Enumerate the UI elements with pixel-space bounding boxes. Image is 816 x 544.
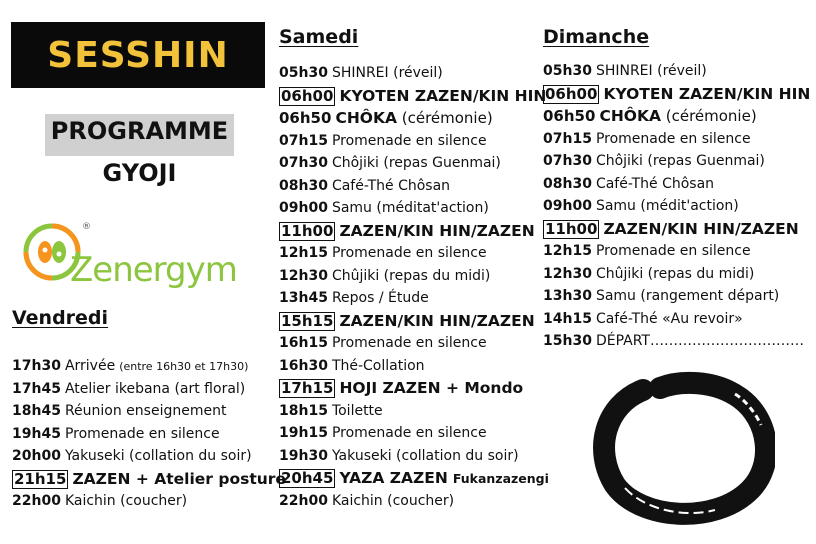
- schedule-item: [279, 422, 549, 445]
- enso-brush-icon: [585, 370, 775, 530]
- schedule-time: 19h15: [279, 425, 328, 441]
- schedule-item: [279, 175, 549, 198]
- schedule-activity: Yakuseki (collation du soir): [331, 447, 519, 464]
- schedule-activity: Promenade en silence: [331, 335, 487, 351]
- schedule-activity: CHÔKA: [335, 109, 397, 127]
- schedule-item: [279, 400, 549, 423]
- schedule-item: [12, 445, 286, 468]
- schedule-item: [543, 263, 810, 286]
- logo-text: Zenergym: [70, 250, 237, 290]
- schedule-item: [543, 105, 810, 128]
- schedule-item: [279, 310, 549, 333]
- schedule-activity: Promenade en silence: [595, 243, 751, 259]
- schedule-activity: Café-Thé «Au revoir»: [595, 310, 743, 327]
- registered-mark: ®: [82, 222, 91, 232]
- schedule-activity: ZAZEN/KIN HIN/ZAZEN: [339, 311, 535, 330]
- schedule-activity: Promenade en silence: [595, 130, 751, 147]
- schedule-activity: Chûjiki (repas du midi): [331, 267, 491, 284]
- schedule-item: [12, 355, 286, 378]
- schedule-item: [279, 377, 549, 400]
- schedule-activity: ZAZEN/KIN HIN/ZAZEN: [603, 219, 799, 238]
- schedule-time: 06h00: [545, 84, 598, 103]
- schedule-time: 09h00: [279, 200, 328, 216]
- page-title: SESSHIN: [47, 34, 229, 76]
- schedule-activity: SHINREI (réveil): [331, 65, 443, 81]
- schedule-activity: ZAZEN/KIN HIN/ZAZEN: [339, 221, 535, 240]
- schedule-time: 18h45: [12, 403, 61, 419]
- schedule-item: [279, 355, 549, 378]
- schedule-activity: Yakuseki (collation du soir): [64, 448, 252, 464]
- schedule-item: [543, 173, 810, 196]
- schedule-activity: Repos / Étude: [331, 290, 429, 306]
- schedule-vendredi: [12, 355, 286, 513]
- schedule-time: 06h00: [281, 86, 334, 105]
- schedule-time: 11h00: [281, 221, 334, 240]
- schedule-item: [279, 220, 549, 243]
- schedule-item: [12, 423, 286, 446]
- schedule-item: [279, 197, 549, 220]
- schedule-time: 21h15: [14, 469, 67, 488]
- schedule-activity: Chôjiki (repas Guenmai): [331, 155, 501, 171]
- schedule-item: [12, 378, 286, 401]
- schedule-activity: Promenade en silence: [64, 425, 220, 442]
- schedule-time: 17h45: [12, 380, 61, 397]
- schedule-time: 07h30: [279, 155, 328, 171]
- schedule-item: [543, 330, 810, 353]
- schedule-item: [279, 287, 549, 310]
- schedule-activity: Café-Thé Chôsan: [331, 177, 451, 194]
- schedule-time: 22h00: [12, 493, 61, 509]
- schedule-item: [279, 107, 549, 130]
- schedule-time: 20h45: [281, 469, 334, 487]
- schedule-activity: Promenade en silence: [331, 425, 487, 441]
- schedule-time: 19h30: [279, 447, 328, 464]
- schedule-activity: Chûjiki (repas du midi): [595, 265, 755, 282]
- schedule-time: 14h15: [543, 310, 592, 327]
- schedule-item: [12, 468, 286, 491]
- schedule-time: 07h30: [543, 153, 592, 169]
- schedule-time: 17h30: [12, 358, 61, 374]
- schedule-activity: Atelier ikebana (art floral): [64, 380, 246, 397]
- program-title-line1: PROGRAMME: [50, 117, 229, 145]
- schedule-time: 07h15: [543, 130, 592, 147]
- schedule-activity: Promenade en silence: [331, 245, 487, 261]
- title-banner: [11, 22, 265, 88]
- schedule-item: [543, 308, 810, 331]
- schedule-activity: Réunion enseignement: [64, 403, 227, 419]
- schedule-activity: Kaichin (coucher): [64, 493, 188, 509]
- schedule-item: [279, 85, 549, 108]
- schedule-item: [543, 285, 810, 308]
- day-heading-dimanche: Dimanche: [543, 26, 650, 48]
- schedule-activity: Kaichin (coucher): [331, 492, 455, 509]
- schedule-item: [543, 195, 810, 218]
- day-heading-samedi: Samedi: [279, 26, 359, 48]
- schedule-item: [543, 240, 810, 263]
- schedule-time: 15h15: [281, 311, 334, 330]
- schedule-item: [279, 445, 549, 468]
- schedule-activity: KYOTEN ZAZEN/KIN HIN: [339, 86, 547, 105]
- enso-circle: [585, 370, 775, 530]
- schedule-time: 05h30: [543, 63, 592, 79]
- schedule-time: 09h00: [543, 198, 592, 214]
- schedule-activity: YAZA ZAZEN: [339, 469, 448, 487]
- schedule-item: [279, 265, 549, 288]
- schedule-item: [279, 130, 549, 153]
- schedule-activity: DÉPART……………………………: [595, 333, 804, 349]
- schedule-time: 22h00: [279, 492, 328, 509]
- schedule-activity: Thé-Collation: [331, 357, 425, 374]
- schedule-time: 12h30: [279, 267, 328, 284]
- schedule-item: [279, 152, 549, 175]
- zenergym-logo: [22, 210, 242, 294]
- schedule-item: [543, 60, 810, 83]
- schedule-time: 19h45: [12, 425, 61, 442]
- schedule-time: 17h15: [281, 379, 334, 397]
- schedule-time: 06h50: [279, 109, 332, 127]
- schedule-activity: KYOTEN ZAZEN/KIN HIN: [603, 84, 811, 103]
- schedule-time: 18h15: [279, 402, 328, 419]
- schedule-item: [279, 467, 549, 490]
- schedule-activity: Toilette: [331, 402, 383, 419]
- schedule-activity: Samu (rangement départ): [595, 288, 780, 304]
- schedule-activity-note: (cérémonie): [660, 107, 757, 125]
- schedule-time: 16h15: [279, 335, 328, 351]
- schedule-activity: Samu (méditat'action): [331, 200, 489, 216]
- schedule-time: 06h50: [543, 107, 596, 125]
- schedule-activity: Chôjiki (repas Guenmai): [595, 153, 765, 169]
- schedule-item: [543, 128, 810, 151]
- schedule-activity-note: (cérémonie): [396, 109, 493, 127]
- day-heading-vendredi: Vendredi: [12, 307, 109, 329]
- schedule-item: [279, 62, 549, 85]
- schedule-activity: Café-Thé Chôsan: [595, 175, 715, 192]
- schedule-activity: SHINREI (réveil): [595, 63, 707, 79]
- program-title-line2: GYOJI: [102, 159, 177, 187]
- schedule-item: [543, 150, 810, 173]
- schedule-item: [12, 490, 286, 513]
- schedule-time: 13h30: [543, 288, 592, 304]
- schedule-time: 12h15: [279, 245, 328, 261]
- schedule-activity: CHÔKA: [599, 107, 661, 125]
- schedule-activity: Promenade en silence: [331, 132, 487, 149]
- schedule-time: 08h30: [543, 175, 592, 192]
- schedule-activity-note: Fukanzazengi: [452, 471, 549, 486]
- schedule-item: [279, 490, 549, 513]
- schedule-item: [279, 242, 549, 265]
- schedule-time: 08h30: [279, 177, 328, 194]
- schedule-activity: HOJI ZAZEN + Mondo: [339, 379, 524, 397]
- schedule-activity: Samu (médit'action): [595, 198, 739, 214]
- schedule-item: [279, 332, 549, 355]
- schedule-time: 12h15: [543, 243, 592, 259]
- schedule-time: 12h30: [543, 265, 592, 282]
- schedule-dimanche: [543, 60, 810, 353]
- schedule-time: 07h15: [279, 132, 328, 149]
- schedule-time: 13h45: [279, 290, 328, 306]
- schedule-item: [543, 218, 810, 241]
- schedule-samedi: [279, 62, 549, 512]
- schedule-activity: ZAZEN + Atelier posture: [72, 469, 286, 488]
- schedule-time: 05h30: [279, 65, 328, 81]
- schedule-activity: Arrivée: [64, 358, 116, 374]
- schedule-activity-note: (entre 16h30 et 17h30): [119, 360, 249, 373]
- schedule-time: 15h30: [543, 333, 592, 349]
- schedule-item: [12, 400, 286, 423]
- schedule-time: 11h00: [545, 219, 598, 238]
- schedule-time: 20h00: [12, 448, 61, 464]
- schedule-time: 16h30: [279, 357, 328, 374]
- schedule-item: [543, 83, 810, 106]
